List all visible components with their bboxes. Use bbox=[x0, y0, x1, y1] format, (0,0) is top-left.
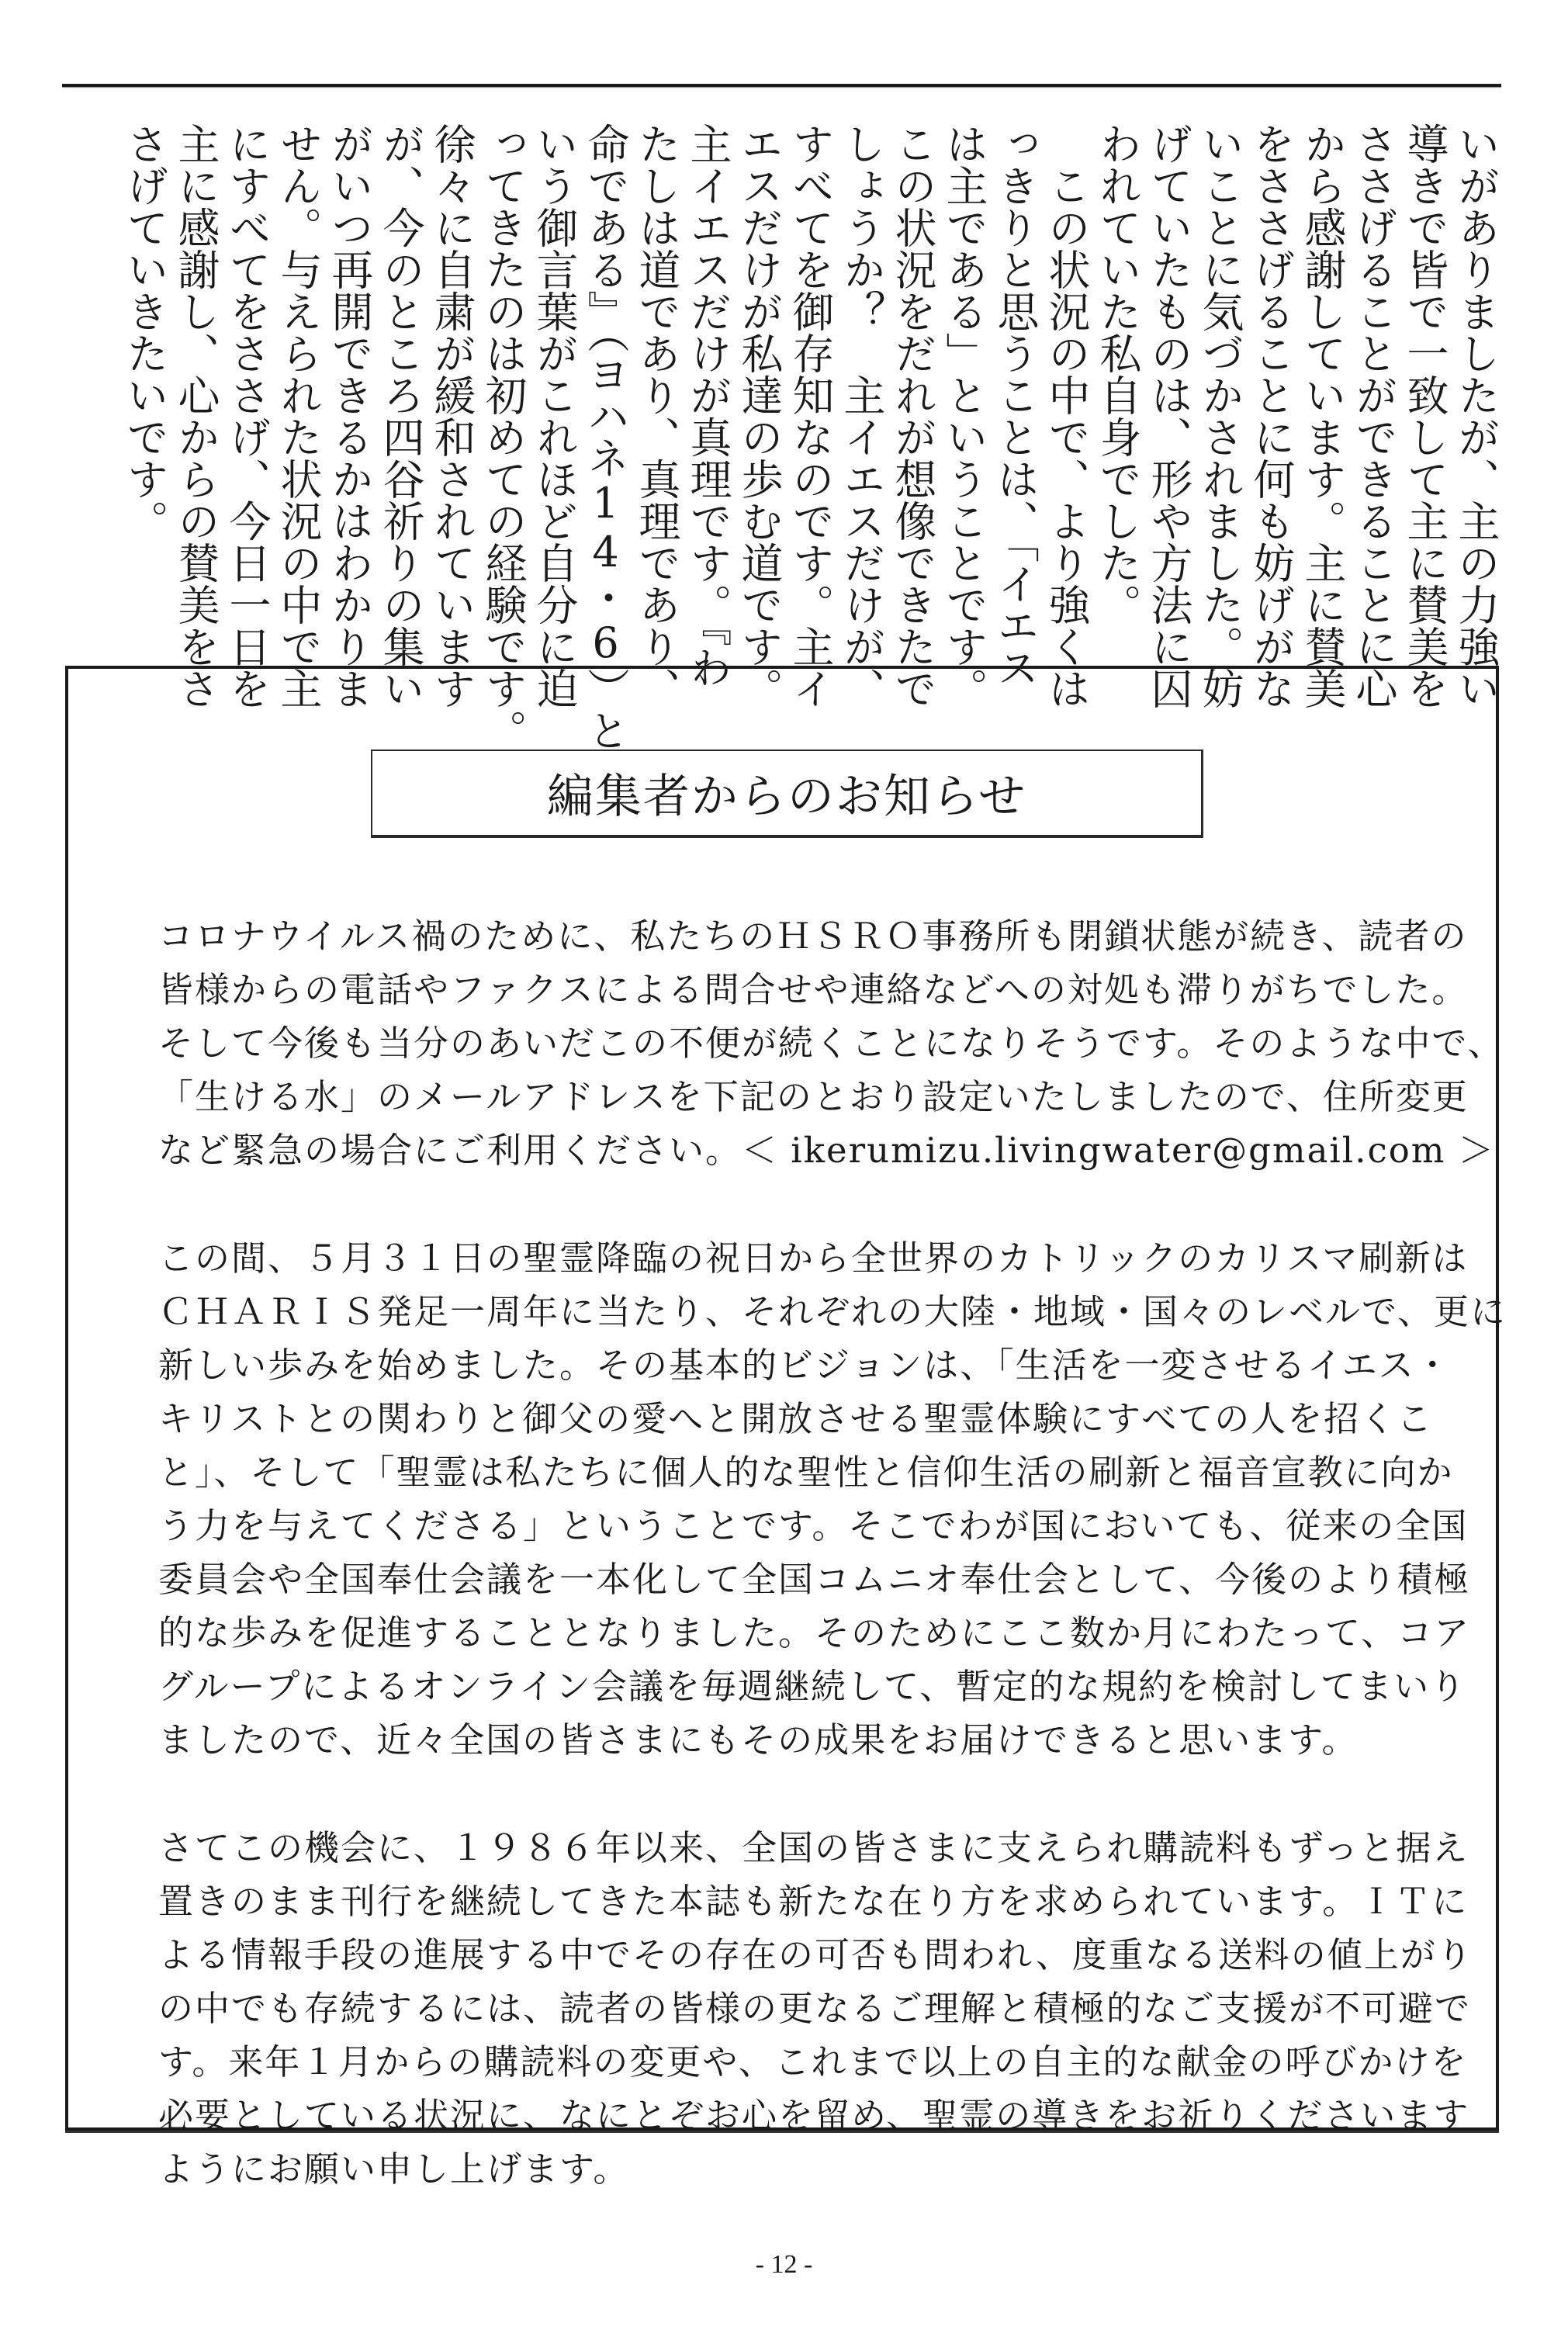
vertical-text-column: いことに気づかされました。妨 bbox=[1196, 123, 1244, 709]
vertical-text-column: いう御言葉がこれほど自分に迫 bbox=[530, 123, 579, 709]
notice-paragraph-line: ＣＨＡＲＩＳ発足一周年に当たり、それぞれの大陸・地域・国々のレベルで、更に bbox=[158, 1291, 1507, 1332]
vertical-text-column: われていた私自身でした。 bbox=[1093, 123, 1142, 625]
vertical-text-column: すべてを御存知なのです。主イ bbox=[786, 123, 835, 709]
notice-paragraph-line: この間、５月３１日の聖霊降臨の祝日から全世界のカトリックのカリスマ刷新は bbox=[158, 1238, 1469, 1279]
vertical-text-column: げていたものは、形や方法に囚 bbox=[1144, 123, 1193, 709]
notice-paragraph-line: キリストとの関わりと御父の愛へと開放させる聖霊体験にすべての人を招くこ bbox=[158, 1398, 1434, 1439]
notice-paragraph-line: よる情報手段の進展する中でその存在の可否も問われ、度重なる送料の値上がり bbox=[158, 1934, 1473, 1975]
vertical-text-column: から感謝しています。主に賛美 bbox=[1298, 123, 1347, 709]
page-number: - 12 - bbox=[755, 2250, 813, 2279]
notice-paragraph-line: さてこの機会に、１９８６年以来、全国の皆さまに支えられ購読料もずっと据え bbox=[158, 1827, 1469, 1868]
vertical-text-column: 主に感謝し、心からの賛美をさ bbox=[171, 123, 220, 709]
vertical-text-column: は主である」ということです。 bbox=[940, 123, 988, 709]
vertical-text-column: にすべてをささげ、今日一日を bbox=[223, 123, 272, 709]
editor-notice-body bbox=[158, 909, 1507, 2250]
notice-paragraph-line: 皆様からの電話やファクスによる問合せや連絡などへの対処も滞りがちでした。 bbox=[158, 969, 1469, 1010]
notice-paragraph-line: う力を与えてくださる」ということです。そこでわが国においても、従来の全国 bbox=[158, 1505, 1469, 1546]
vertical-text-column: 導きで皆で一致して主に賛美を bbox=[1400, 123, 1449, 709]
vertical-text-column: この状況の中で、より強くは bbox=[1042, 123, 1091, 709]
notice-paragraph bbox=[158, 1231, 1507, 1767]
vertical-text-column: せん。与えられた状況の中で主 bbox=[274, 123, 323, 709]
notice-paragraph-line: そして今後も当分のあいだこの不便が続くことになりそうです。そのような中で、 bbox=[158, 1023, 1504, 1064]
vertical-text-column: しょうか？ 主イエスだけが、 bbox=[837, 123, 886, 709]
vertical-text-column: をささげることに何も妨げがな bbox=[1247, 123, 1296, 709]
vertical-text-column: さげていきたいです。 bbox=[120, 123, 169, 542]
notice-paragraph bbox=[158, 1821, 1473, 2196]
vertical-text-column: エスだけが私達の歩む道です。 bbox=[735, 123, 784, 709]
notice-paragraph-line: ようにお願い申し上げます。 bbox=[158, 2148, 630, 2190]
notice-paragraph-line: 的な歩みを促進することとなりました。そのためにここ数か月にわたって、コア bbox=[158, 1612, 1471, 1653]
notice-paragraph bbox=[158, 909, 1504, 1177]
vertical-text-column: 命である』（ヨハネ14・6）と bbox=[581, 123, 630, 751]
vertical-text-column: ささげることができることに心 bbox=[1349, 123, 1398, 709]
vertical-text-column: っきりと思うことは、「イエス bbox=[991, 123, 1040, 688]
vertical-text-column: 主イエスだけが真理です。『わ bbox=[684, 123, 732, 688]
notice-paragraph-line: 「生ける水」のメールアドレスを下記のとおり設定いたしましたので、住所変更 bbox=[158, 1076, 1469, 1117]
notice-paragraph-line: 必要としている状況に、なにとぞお心を留め、聖霊の導きをお祈りくださいます bbox=[158, 2095, 1470, 2136]
vertical-text-column: この状況をだれが想像できたで bbox=[888, 123, 937, 709]
notice-paragraph-line: 置きのまま刊行を継続してきた本誌も新たな在り方を求められています。ＩＴに bbox=[158, 1881, 1469, 1922]
notice-paragraph-line: ましたので、近々全国の皆さまにもその成果をお届けできると思います。 bbox=[158, 1719, 1359, 1760]
vertical-text-column: 徐々に自粛が緩和されています bbox=[427, 123, 476, 709]
vertical-text-column: がいつ再開できるかはわかりま bbox=[325, 123, 374, 709]
notice-paragraph-line: 委員会や全国奉仕会議を一本化して全国コムニオ奉仕会として、今後のより積極 bbox=[158, 1559, 1471, 1600]
editor-notice-title: 編集者からのお知らせ bbox=[546, 770, 1027, 824]
notice-paragraph-line: など緊急の場合にご利用ください。＜ ikerumizu.livingwater@gmail.com ＞ bbox=[158, 1130, 1495, 1171]
notice-paragraph-line: グループによるオンライン会議を毎週継続して、暫定的な規約を検討してまいり bbox=[158, 1666, 1467, 1707]
vertical-text-column: が、今のところ四谷祈りの集い bbox=[376, 123, 425, 709]
notice-paragraph-line: コロナウイルス禍のために、私たちのＨＳＲＯ事務所も閉鎖状態が続き、読者の bbox=[158, 916, 1468, 957]
notice-paragraph-line: と」、そして「聖霊は私たちに個人的な聖性と信仰生活の刷新と福音宣教に向か bbox=[158, 1452, 1454, 1493]
vertical-text-column: たしは道であり、真理であり、 bbox=[632, 123, 681, 709]
vertical-text-column: いがありましたが、主の力強い bbox=[1452, 123, 1501, 709]
notice-paragraph-line: の中でも存続するには、読者の皆様の更なるご理解と積極的なご支援が不可避で bbox=[158, 1988, 1472, 2029]
top-rule-divider bbox=[62, 84, 1501, 87]
editor-notice-title-box bbox=[371, 750, 1203, 838]
notice-paragraph-line: 新しい歩みを始めました。その基本的ビジョンは、「生活を一変させるイエス・ bbox=[158, 1345, 1452, 1386]
vertical-text-column: ってきたのは初めての経験です。 bbox=[479, 123, 528, 751]
article-continuation-vertical-text bbox=[112, 123, 1501, 751]
notice-paragraph-line: す。来年１月からの購読料の変更や、これまで以上の自主的な献金の呼びかけを bbox=[158, 2041, 1468, 2082]
